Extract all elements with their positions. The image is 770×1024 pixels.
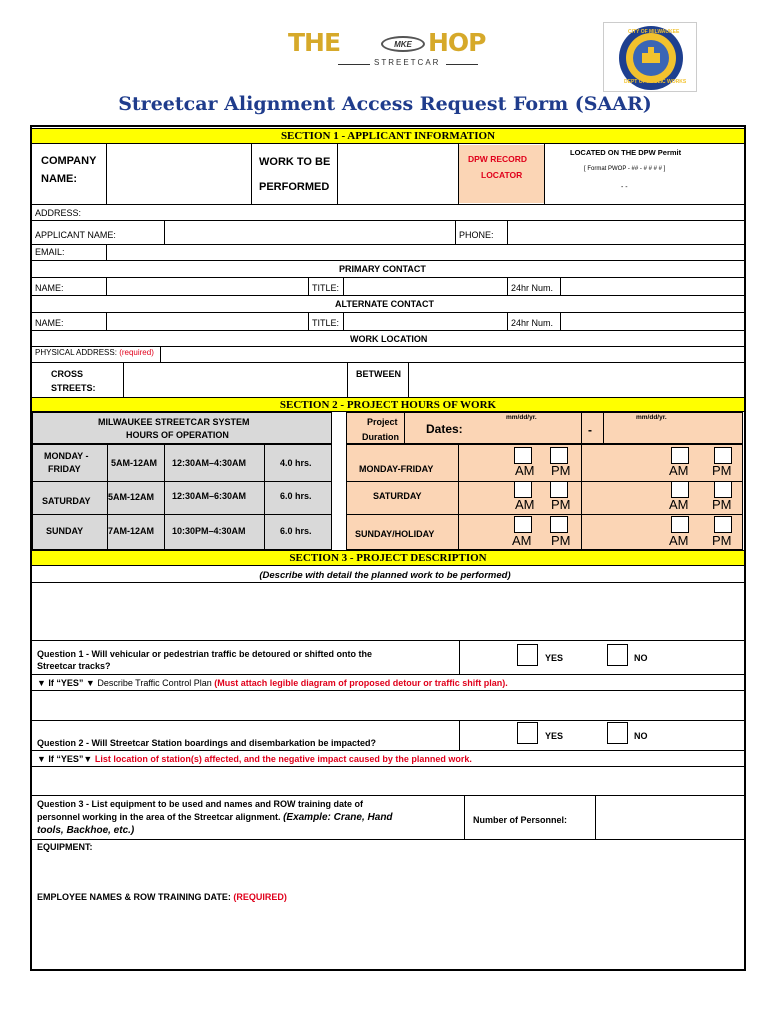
between-label: BETWEEN	[356, 369, 401, 379]
number-of-personnel-field[interactable]	[596, 796, 742, 838]
company-label-2: NAME:	[41, 173, 78, 185]
hours-monfri-day-2: FRIDAY	[48, 464, 81, 474]
question-3-line-2-a: personnel working in the area of the Streetcar alignment.	[37, 812, 284, 822]
hours-saturday-day: SATURDAY	[42, 496, 91, 506]
alternate-name-label: NAME:	[35, 318, 64, 328]
monfri-end-pm-checkbox[interactable]	[714, 447, 732, 464]
section-3-heading: SECTION 3 - PROJECT DESCRIPTION	[32, 550, 744, 566]
project-duration-label-2: Duration	[362, 432, 399, 442]
primary-24hr-field[interactable]	[561, 278, 742, 294]
hop-logo-badge: MKE	[381, 36, 425, 52]
alternate-title-field[interactable]	[344, 313, 507, 329]
monfri-end-am-label: AM	[669, 463, 689, 478]
alternate-24hr-label: 24hr Num.	[511, 318, 554, 328]
work-label-2: PERFORMED	[259, 181, 330, 193]
hours-monfri-overnight: 12:30AM–4:30AM	[172, 458, 247, 468]
section-3-subheading: (Describe with detail the planned work to be performed)	[259, 570, 511, 581]
phone-label: PHONE:	[459, 230, 494, 240]
employee-names-label	[37, 892, 287, 902]
q2-yes-label: YES	[545, 731, 564, 741]
question-3-line-2	[37, 812, 393, 823]
hop-logo-streetcar: STREETCAR	[374, 58, 441, 67]
question-2: Question 2 - Will Streetcar Station boardings and disembarkation be impacted?	[37, 738, 376, 748]
company-label-1: COMPANY	[41, 155, 97, 167]
hours-sunday-start: 7AM-12AM	[108, 526, 155, 536]
section-1-heading: SECTION 1 - APPLICANT INFORMATION	[32, 128, 744, 144]
start-date-format: mm/dd/yr.	[506, 414, 537, 421]
project-description-field[interactable]	[33, 583, 742, 639]
equipment-label: EQUIPMENT:	[37, 842, 93, 852]
physical-address-label	[35, 348, 154, 357]
hours-monfri-hrs: 4.0 hrs.	[280, 458, 312, 468]
q2-if-yes-red: List location of station(s) affected, and the negative impact caused by the planned work.	[92, 754, 472, 764]
employee-names-text: EMPLOYEE NAMES & ROW TRAINING DATE:	[37, 892, 231, 902]
company-name-field[interactable]	[107, 145, 251, 203]
employee-names-field[interactable]	[33, 904, 742, 967]
monfri-start-pm-label: PM	[551, 463, 571, 478]
alternate-title-label: TITLE:	[312, 318, 340, 328]
sun-start-am-checkbox[interactable]	[514, 516, 532, 533]
monfri-start-am-label: AM	[515, 463, 535, 478]
hop-logo-the: THE	[288, 28, 341, 57]
q2-yes-checkbox[interactable]	[517, 722, 538, 744]
sun-end-pm-checkbox[interactable]	[714, 516, 732, 533]
monfri-start-pm-checkbox[interactable]	[550, 447, 568, 464]
q1-if-yes-prefix: ▼ If “YES” ▼	[37, 678, 95, 688]
city-seal-logo	[603, 22, 697, 92]
end-date-field[interactable]	[604, 424, 742, 442]
sat-start-pm-checkbox[interactable]	[550, 481, 568, 498]
primary-title-field[interactable]	[344, 278, 507, 294]
date-range-dash: -	[588, 423, 592, 437]
question-3-line-2-b: (Example: Crane, Hand	[283, 812, 393, 823]
question-3-line-1: Question 3 - List equipment to be used and names and ROW training date of	[37, 799, 364, 809]
equipment-field[interactable]	[33, 854, 742, 888]
seal-text-top: CITY OF MILWAUKEE	[628, 29, 680, 35]
cross-street-1-field[interactable]	[124, 363, 347, 397]
sun-end-pm-label: PM	[712, 533, 732, 548]
hours-saturday-overnight: 12:30AM–6:30AM	[172, 491, 247, 501]
question-1-line-2: Streetcar tracks?	[37, 661, 111, 671]
hours-sunday-day: SUNDAY	[46, 526, 84, 536]
form-title: Streetcar Alignment Access Request Form (SAAR)	[118, 93, 652, 115]
applicant-name-label: APPLICANT NAME:	[35, 230, 116, 240]
monfri-end-pm-label: PM	[712, 463, 732, 478]
sun-start-am-label: AM	[512, 533, 532, 548]
work-label-1: WORK TO BE	[259, 156, 331, 168]
sat-start-pm-label: PM	[551, 497, 571, 512]
sun-start-pm-label: PM	[551, 533, 571, 548]
project-day-sunday: SUNDAY/HOLIDAY	[355, 529, 435, 539]
project-day-saturday: SATURDAY	[373, 491, 422, 501]
monfri-start-am-checkbox[interactable]	[514, 447, 532, 464]
primary-name-field[interactable]	[107, 278, 308, 294]
phone-field[interactable]	[508, 221, 742, 243]
q2-no-checkbox[interactable]	[607, 722, 628, 744]
q2-if-yes-prefix: ▼ If “YES”▼	[37, 754, 93, 764]
alternate-24hr-field[interactable]	[561, 313, 742, 329]
physical-address-required: (required)	[119, 348, 154, 357]
cross-streets-label-1: CROSS	[51, 369, 84, 379]
sat-end-pm-checkbox[interactable]	[714, 481, 732, 498]
seal-text-bottom: DEPT OF PUBLIC WORKS	[624, 79, 687, 85]
primary-contact-heading: PRIMARY CONTACT	[339, 264, 426, 274]
hop-logo-line-left	[338, 64, 370, 65]
project-duration-label-1: Project	[367, 417, 398, 427]
section-2-heading: SECTION 2 - PROJECT HOURS OF WORK	[32, 397, 744, 412]
dpw-label-1: DPW RECORD	[468, 154, 528, 164]
system-hours-label-1: MILWAUKEE STREETCAR SYSTEM	[98, 417, 250, 427]
sun-start-pm-checkbox[interactable]	[550, 516, 568, 533]
alternate-name-field[interactable]	[107, 313, 308, 329]
q1-yes-checkbox[interactable]	[517, 644, 538, 666]
address-label: ADDRESS:	[35, 208, 82, 218]
project-day-monfri: MONDAY-FRIDAY	[359, 464, 434, 474]
hours-saturday-hrs: 6.0 hrs.	[280, 491, 312, 501]
work-location-heading: WORK LOCATION	[350, 334, 428, 344]
hours-sunday-hrs: 6.0 hrs.	[280, 526, 312, 536]
sat-end-am-label: AM	[669, 497, 689, 512]
alternate-contact-heading: ALTERNATE CONTACT	[335, 299, 434, 309]
start-date-field[interactable]	[470, 424, 580, 442]
primary-24hr-label: 24hr Num.	[511, 283, 554, 293]
hours-saturday-start: 5AM-12AM	[108, 492, 155, 502]
hop-logo-hop: HOP	[428, 28, 486, 57]
hop-logo	[286, 28, 526, 74]
primary-name-label: NAME:	[35, 283, 64, 293]
located-label: LOCATED ON THE DPW Permit	[570, 148, 682, 157]
sun-end-am-checkbox[interactable]	[671, 516, 689, 533]
number-of-personnel-label: Number of Personnel:	[473, 815, 568, 825]
dpw-label-2: LOCATOR	[481, 170, 523, 180]
system-hours-label-2: HOURS OF OPERATION	[126, 430, 229, 440]
cross-street-2-field[interactable]	[409, 363, 742, 397]
q2-if-yes-instruction	[37, 754, 472, 764]
q1-if-yes-mid: Describe Traffic Control Plan	[94, 678, 215, 688]
physical-address-text: PHYSICAL ADDRESS:	[35, 348, 117, 357]
employee-names-required: (REQUIRED)	[233, 892, 287, 902]
format-label: [ Format PWOP - ## - # # # # ]	[584, 166, 666, 172]
hours-monfri-start: 5AM-12AM	[111, 458, 158, 468]
end-date-format: mm/dd/yr.	[636, 414, 667, 421]
hours-monfri-day-1: MONDAY -	[44, 451, 89, 461]
sat-end-am-checkbox[interactable]	[671, 481, 689, 498]
cross-streets-label-2: STREETS:	[51, 383, 96, 393]
station-impact-field[interactable]	[33, 767, 742, 794]
q1-if-yes-red: (Must attach legible diagram of proposed detour or traffic shift plan).	[214, 678, 508, 688]
q1-yes-label: YES	[545, 653, 564, 663]
question-1-line-1: Question 1 - Will vehicular or pedestrian traffic be detoured or shifted onto the	[37, 649, 372, 659]
physical-address-field[interactable]	[161, 347, 742, 361]
email-field[interactable]	[107, 245, 742, 259]
q2-no-label: NO	[634, 731, 648, 741]
format-dashes[interactable]: - -	[621, 184, 628, 191]
sun-end-am-label: AM	[669, 533, 689, 548]
question-3-line-3: tools, Backhoe, etc.)	[37, 825, 135, 836]
hours-sunday-overnight: 10:30PM–4:30AM	[172, 526, 246, 536]
sat-start-am-checkbox[interactable]	[514, 481, 532, 498]
sat-end-pm-label: PM	[712, 497, 732, 512]
email-label: EMAIL:	[35, 247, 65, 257]
hop-logo-line-right	[446, 64, 478, 65]
q1-no-label: NO	[634, 653, 648, 663]
monfri-end-am-checkbox[interactable]	[671, 447, 689, 464]
applicant-name-field[interactable]	[165, 221, 455, 243]
address-field[interactable]	[82, 205, 742, 220]
traffic-control-plan-field[interactable]	[33, 691, 742, 719]
dates-label: Dates:	[426, 422, 463, 436]
work-to-be-performed-field[interactable]	[338, 145, 458, 203]
sat-start-am-label: AM	[515, 497, 535, 512]
q1-if-yes-instruction	[37, 678, 508, 688]
primary-title-label: TITLE:	[312, 283, 340, 293]
q1-no-checkbox[interactable]	[607, 644, 628, 666]
